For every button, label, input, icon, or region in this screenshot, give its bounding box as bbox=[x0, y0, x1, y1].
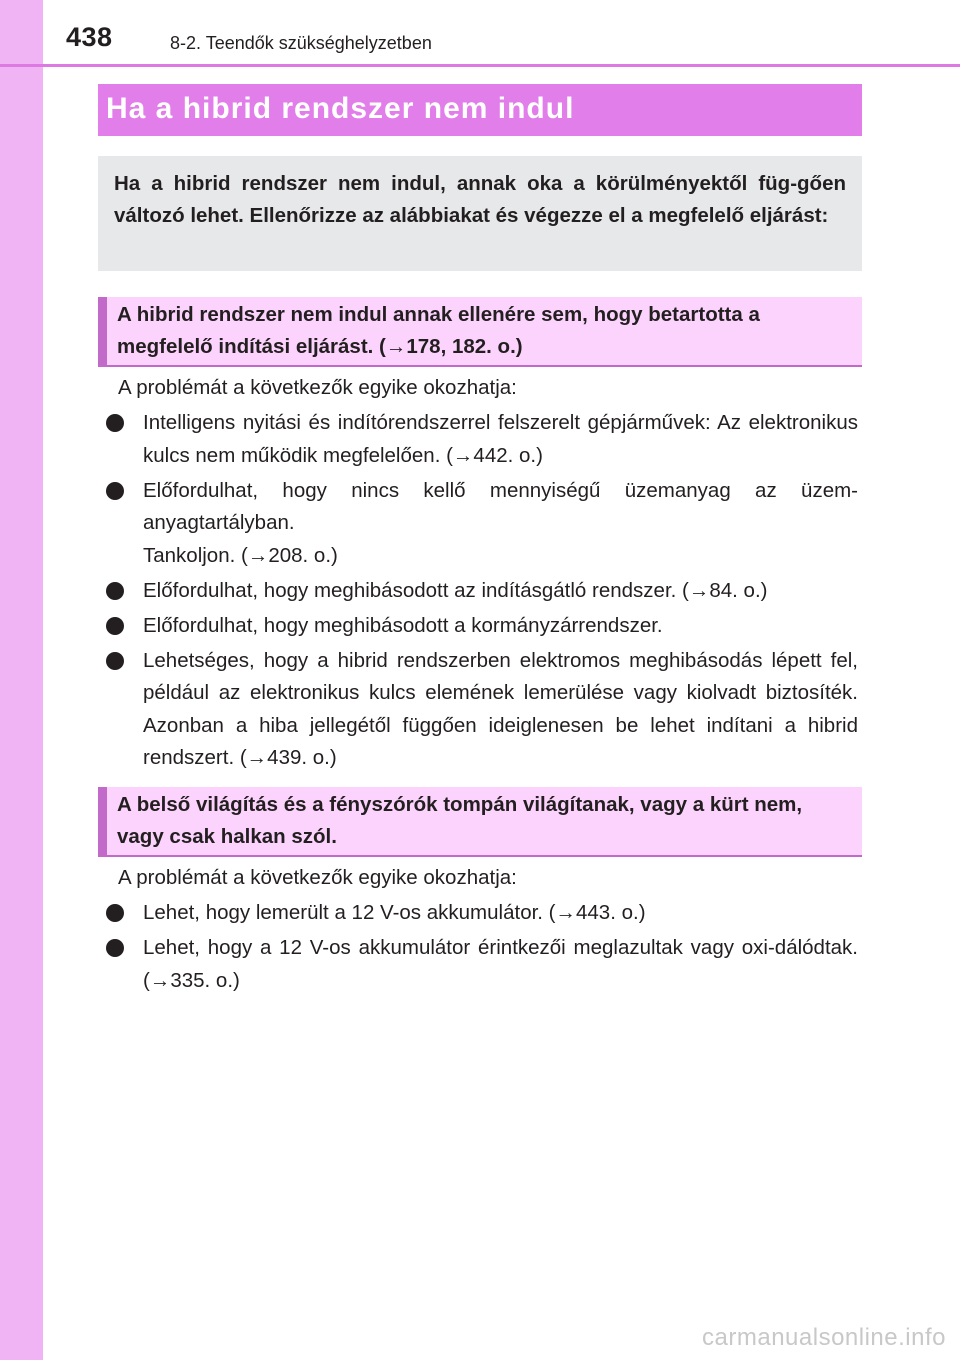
bullet-list bbox=[98, 897, 858, 997]
list-item-text: Előfordulhat, hogy meghibásodott az indításgátló rendszer. (→84. o.) bbox=[143, 578, 768, 602]
page-number: 438 bbox=[66, 22, 113, 52]
bullet-dot-icon bbox=[106, 939, 124, 957]
bullet-dot-icon bbox=[106, 652, 124, 670]
intro-box: Ha a hibrid rendszer nem indul, annak oka a körülményektől füg-gően változó lehet. Ellenőrizze az alábbiakat és végezze el a megfelelő eljárást: bbox=[98, 156, 862, 271]
list-item-text: Lehetséges, hogy a hibrid rendszerben elektromos meghibásodás lépett fel, például az elektronikus kulcs elemének lemerülése vagy kiolvadt biztosíték. Azonban a hiba jellegétől függően ideiglenesen be lehet indítani a hibrid rendszert. (→439. o.) bbox=[143, 648, 858, 769]
section-heading-1: A hibrid rendszer nem indul annak ellenére sem, hogy betartotta a megfelelő indítási eljárást. (→178, 182. o.) bbox=[98, 297, 862, 367]
bullet-dot-icon bbox=[106, 617, 124, 635]
bullet-dot-icon bbox=[106, 904, 124, 922]
list-item bbox=[98, 897, 858, 930]
list-item bbox=[98, 610, 858, 643]
page-title: Ha a hibrid rendszer nem indul bbox=[106, 92, 575, 125]
list-item-text: Intelligens nyitási és indítórendszerrel felszerelt gépjárművek: Az elektronikus kulcs nem működik megfelelően. (→442. o.) bbox=[143, 411, 858, 467]
section-lead: A problémát a következők egyike okozhatja: bbox=[118, 376, 517, 399]
side-color-band bbox=[0, 0, 43, 1360]
bullet-dot-icon bbox=[106, 414, 124, 432]
list-item bbox=[98, 932, 858, 997]
list-item-text: Előfordulhat, hogy nincs kellő mennyiségű üzemanyag az üzem-anyagtartályban. bbox=[143, 478, 858, 534]
list-item bbox=[98, 575, 858, 608]
list-item bbox=[98, 407, 858, 472]
section-body-2 bbox=[98, 862, 858, 997]
bullet-dot-icon bbox=[106, 482, 124, 500]
page-title-bar bbox=[98, 84, 862, 136]
section-heading-2: A belső világítás és a fényszórók tompán világítanak, vagy a kürt nem, vagy csak halkan szól. bbox=[98, 787, 862, 857]
list-item-text: Lehet, hogy lemerült a 12 V-os akkumulátor. (→443. o.) bbox=[143, 901, 646, 924]
list-item bbox=[98, 645, 858, 775]
list-item-text: Lehet, hogy a 12 V-os akkumulátor érintkezői meglazultak vagy oxi-dálódtak. (→335. o.) bbox=[143, 936, 858, 992]
bullet-dot-icon bbox=[106, 582, 124, 600]
breadcrumb: 8-2. Teendők szükséghelyzetben bbox=[170, 33, 432, 53]
bullet-list bbox=[98, 407, 858, 775]
header-divider bbox=[0, 64, 960, 67]
section-body-1 bbox=[98, 372, 858, 775]
section-lead: A problémát a következők egyike okozhatja: bbox=[118, 866, 517, 889]
list-item-extra: Tankoljon. (→208. o.) bbox=[143, 543, 338, 567]
list-item-text: Előfordulhat, hogy meghibásodott a kormányzárrendszer. bbox=[143, 613, 663, 637]
watermark: carmanualsonline.info bbox=[702, 1324, 946, 1351]
list-item bbox=[98, 475, 858, 573]
